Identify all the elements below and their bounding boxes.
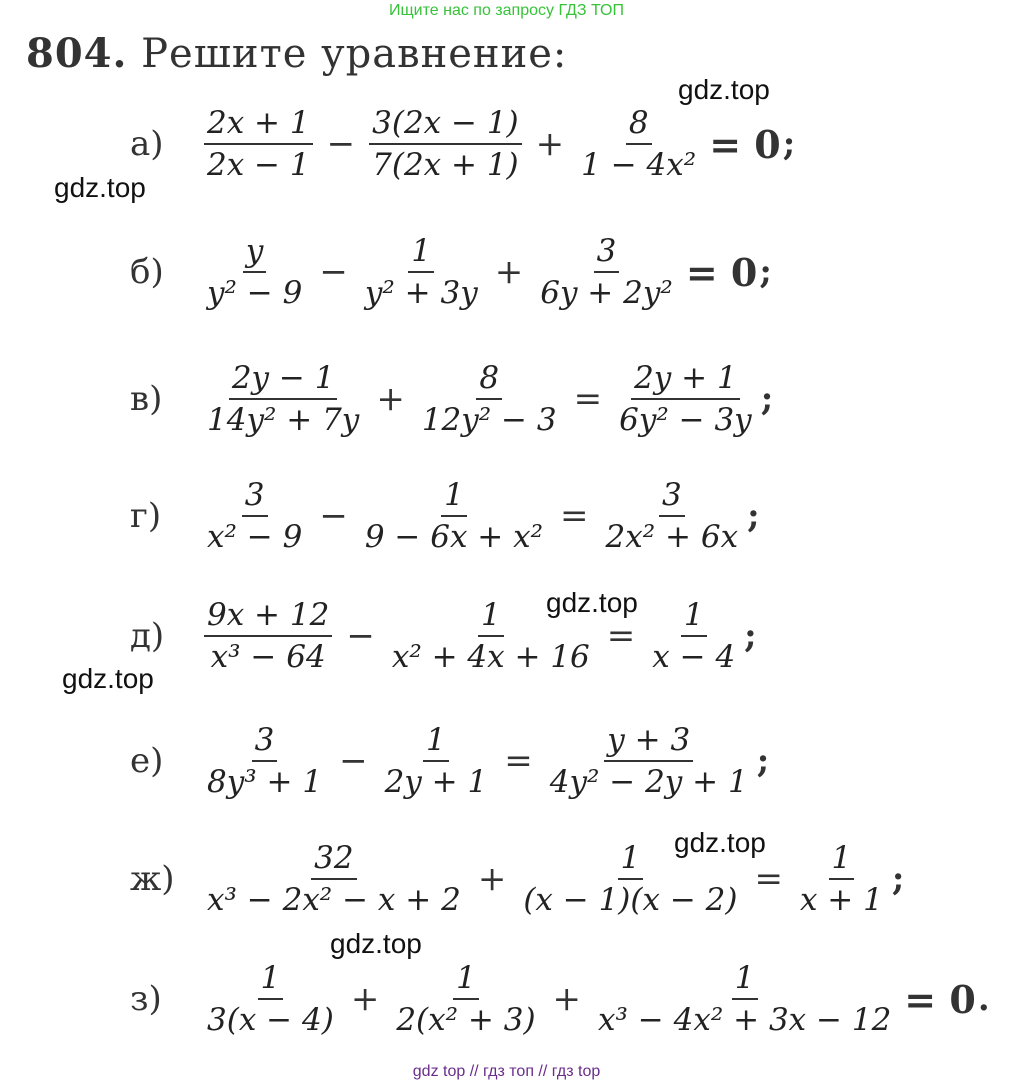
operator: = <box>573 379 603 419</box>
numerator: 1 <box>441 477 467 517</box>
fraction <box>204 722 325 800</box>
numerator: 3 <box>659 477 685 517</box>
fraction <box>204 960 337 1038</box>
denominator: 1 − 4x² <box>581 147 697 183</box>
operator: + <box>494 252 524 292</box>
denominator: x + 1 <box>799 882 883 918</box>
equation-row <box>130 233 772 311</box>
denominator: (x − 1)(x − 2) <box>523 882 738 918</box>
equation-label: г) <box>130 496 162 536</box>
equation-label: а) <box>130 124 164 164</box>
numerator: 1 <box>423 722 449 762</box>
problem-number: 804. <box>26 30 128 77</box>
numerator: 3 <box>252 722 278 762</box>
equation-row <box>130 722 769 800</box>
fraction <box>547 722 751 800</box>
denominator: 14y² + 7y <box>207 402 360 438</box>
denominator: 4y² − 2y + 1 <box>549 764 748 800</box>
denominator: 2x − 1 <box>207 147 310 183</box>
equation-row <box>130 960 990 1038</box>
equation-rhs: = 0 <box>685 249 758 295</box>
numerator: 1 <box>478 597 504 637</box>
fraction <box>393 960 538 1038</box>
operator: + <box>477 859 507 899</box>
numerator: 32 <box>311 840 356 880</box>
operator: − <box>326 124 356 164</box>
fraction <box>204 360 362 438</box>
equation-row <box>130 477 760 555</box>
fraction <box>204 105 313 183</box>
operator: − <box>339 741 368 781</box>
operator: = <box>754 859 783 899</box>
denominator: y² + 3y <box>364 275 478 311</box>
equation-label: ж) <box>130 859 175 899</box>
numerator: 8 <box>626 105 652 145</box>
denominator: x³ − 64 <box>210 639 326 675</box>
fraction <box>616 360 755 438</box>
footer-links[interactable]: gdz top // гдз топ // гдз top <box>412 1063 601 1080</box>
denominator: 3(x − 4) <box>207 1002 334 1038</box>
operator: + <box>376 379 405 419</box>
equation-label: д) <box>130 616 165 656</box>
equation-end-punct: ; <box>744 616 757 656</box>
operator: + <box>552 979 582 1019</box>
watermark: gdz.top <box>546 587 638 618</box>
fraction <box>649 597 738 675</box>
operator: − <box>346 616 375 656</box>
equation-end-punct: ; <box>782 124 796 164</box>
denominator: x² + 4x + 16 <box>391 639 590 675</box>
equation-end-punct: . <box>977 979 990 1019</box>
fraction <box>603 477 742 555</box>
equation-label: з) <box>130 979 162 1019</box>
numerator: 3 <box>594 233 620 273</box>
problem-title: Решите уравнение: <box>141 31 568 77</box>
fraction <box>537 233 676 311</box>
numerator: 1 <box>732 960 758 1000</box>
operator: = <box>606 616 636 656</box>
fraction <box>204 840 464 918</box>
numerator: y + 3 <box>604 722 693 762</box>
watermark: gdz.top <box>678 74 770 105</box>
denominator: x − 4 <box>652 639 736 675</box>
fraction <box>362 233 481 311</box>
denominator: 9 − 6x + x² <box>364 519 544 555</box>
problem-header <box>26 30 567 77</box>
denominator: y² − 9 <box>207 275 303 311</box>
fraction <box>362 477 546 555</box>
equation-rhs: = 0 <box>709 121 781 167</box>
equation-row <box>130 597 757 675</box>
equation-end-punct: ; <box>759 252 772 292</box>
numerator: 3(2x − 1) <box>369 105 522 145</box>
numerator: 1 <box>829 840 855 880</box>
denominator: 6y + 2y² <box>540 275 673 311</box>
top-banner[interactable]: Ищите нас по запросу ГДЗ ТОП <box>389 2 624 19</box>
denominator: 7(2x + 1) <box>372 147 519 183</box>
equation-label: в) <box>130 379 163 419</box>
equation-label: б) <box>130 252 164 292</box>
numerator: 2y + 1 <box>631 360 740 400</box>
operator: − <box>319 496 348 536</box>
equation-end-punct: ; <box>760 379 774 419</box>
fraction <box>204 597 332 675</box>
fraction <box>369 105 522 183</box>
numerator: 2x + 1 <box>204 105 313 145</box>
equation-row <box>130 360 773 438</box>
fraction <box>578 105 699 183</box>
watermark: gdz.top <box>54 172 146 203</box>
equation-row <box>130 840 904 918</box>
operator: + <box>350 979 380 1019</box>
operator: + <box>535 124 565 164</box>
numerator: 1 <box>618 840 644 880</box>
denominator: 6y² − 3y <box>619 402 752 438</box>
watermark: gdz.top <box>62 663 154 694</box>
fraction <box>204 477 305 555</box>
fraction <box>382 722 491 800</box>
fraction <box>797 840 886 918</box>
equation-end-punct: ; <box>747 496 760 536</box>
watermark: gdz.top <box>330 928 422 959</box>
denominator: x³ − 2x² − x + 2 <box>207 882 461 918</box>
operator: = <box>560 496 589 536</box>
equation-end-punct: ; <box>891 859 905 899</box>
denominator: x² − 9 <box>207 519 303 555</box>
numerator: 3 <box>242 477 268 517</box>
numerator: y <box>243 233 267 273</box>
numerator: 9x + 12 <box>204 597 332 637</box>
numerator: 1 <box>408 233 434 273</box>
numerator: 8 <box>476 360 502 400</box>
denominator: x³ − 4x² + 3x − 12 <box>598 1002 892 1038</box>
denominator: 2y + 1 <box>384 764 488 800</box>
numerator: 1 <box>453 960 479 1000</box>
denominator: 2(x² + 3) <box>396 1002 536 1038</box>
operator: = <box>504 741 533 781</box>
watermark: gdz.top <box>674 827 766 858</box>
denominator: 2x² + 6x <box>605 519 739 555</box>
operator: − <box>319 252 348 292</box>
numerator: 2y − 1 <box>229 360 338 400</box>
fraction <box>419 360 560 438</box>
fraction <box>204 233 305 311</box>
fraction <box>595 960 894 1038</box>
denominator: 12y² − 3 <box>421 402 557 438</box>
equation-row <box>130 105 795 183</box>
numerator: 1 <box>258 960 284 1000</box>
equation-rhs: = 0 <box>904 976 976 1022</box>
denominator: 8y³ + 1 <box>207 764 323 800</box>
equation-label: е) <box>130 741 164 781</box>
equation-end-punct: ; <box>756 741 770 781</box>
numerator: 1 <box>681 597 707 637</box>
